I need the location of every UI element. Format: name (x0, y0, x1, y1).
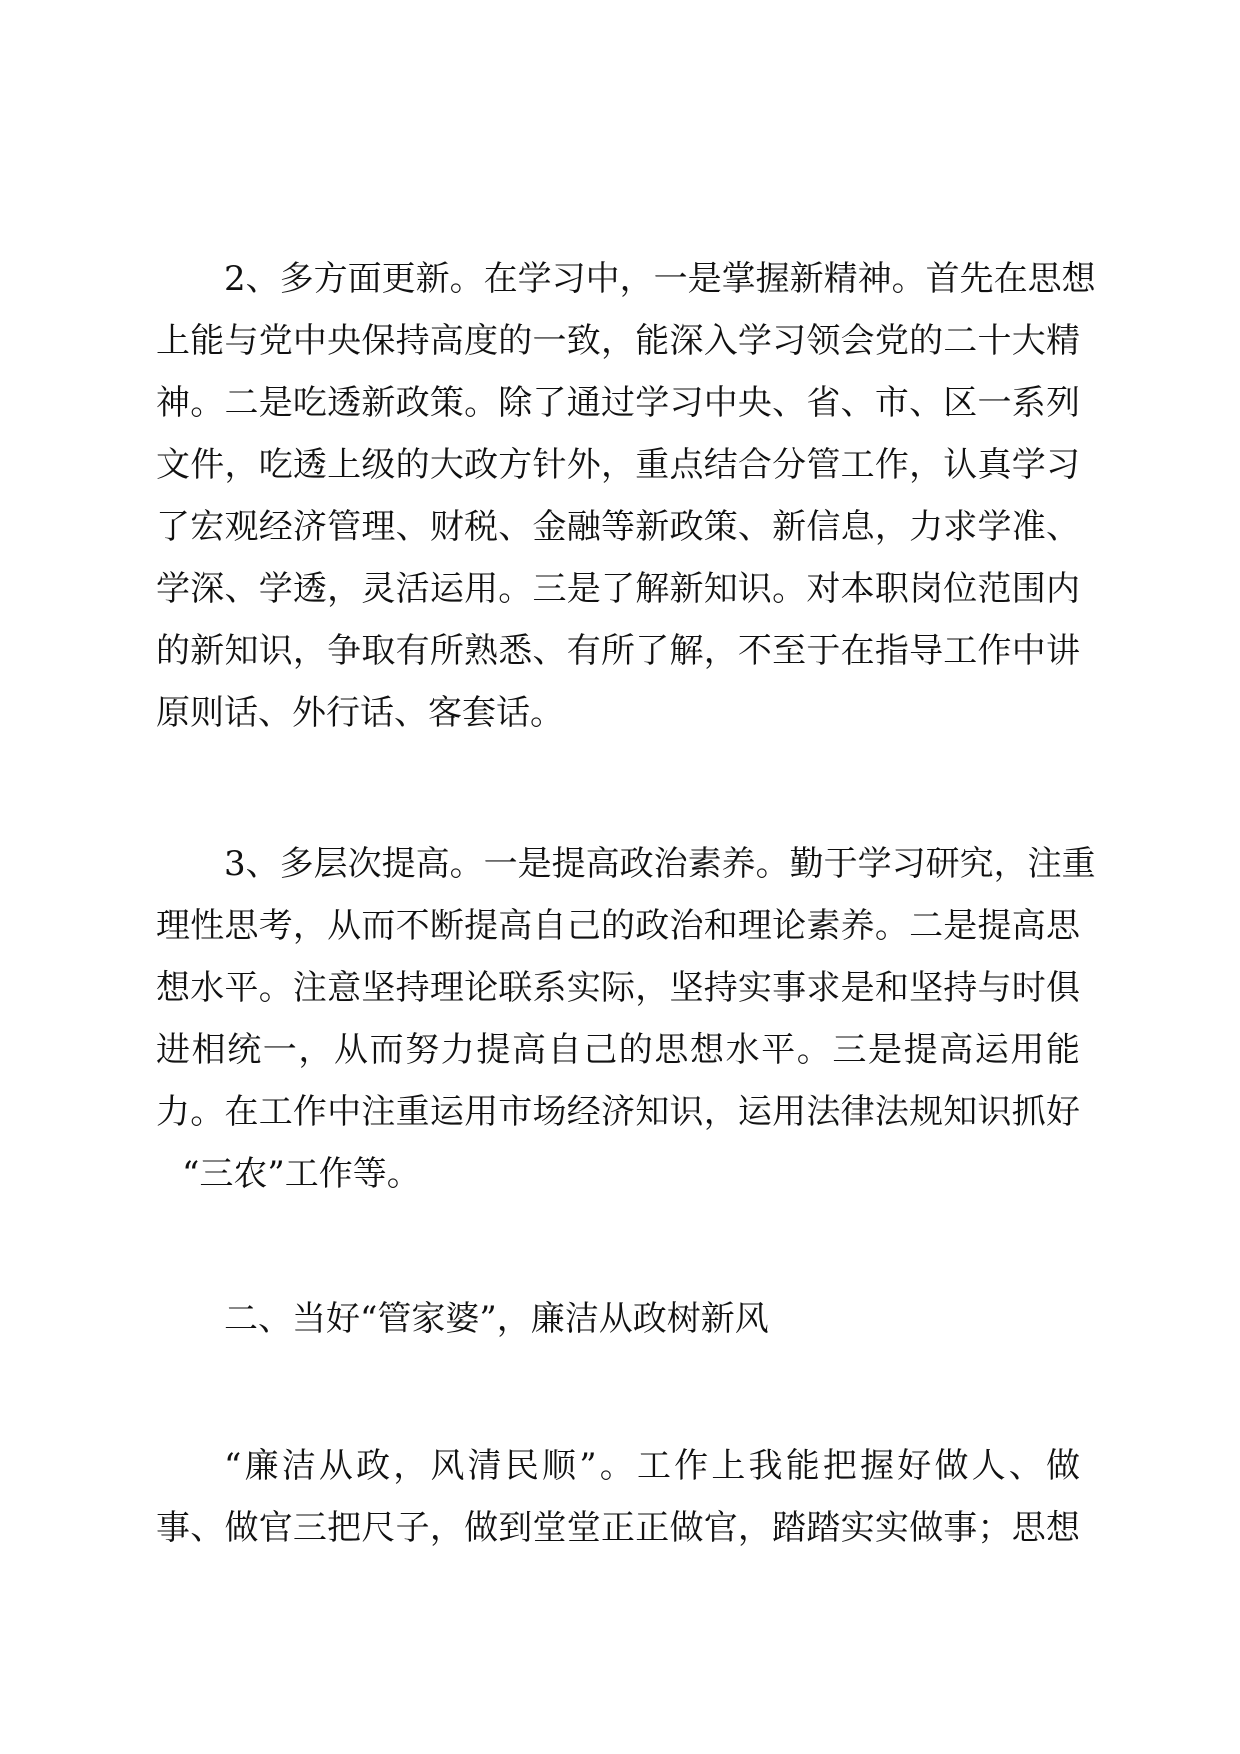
paragraph-line: 上能与党中央保持高度的一致，能深入学习领会党的二十大精 (156, 321, 1080, 361)
paragraph-multi-aspect-update (156, 248, 1096, 744)
paragraph-line: 3、多层次提高。一是提高政治素养。勤于学习研究，注重 (224, 844, 1096, 884)
paragraph-line: 事、做官三把尺子，做到堂堂正正做官，踏踏实实做事；思想 (156, 1508, 1080, 1548)
paragraph-clean-governance (156, 1435, 1080, 1559)
paragraph-line: 了宏观经济管理、财税、金融等新政策、新信息，力求学准、 (156, 507, 1080, 547)
paragraph-line: “三农”工作等。 (182, 1154, 421, 1194)
paragraph-line: 理性思考，从而不断提高自己的政治和理论素养。二是提高思 (156, 906, 1080, 946)
section-heading (156, 1288, 1080, 1350)
paragraph-line: 的新知识，争取有所熟悉、有所了解，不至于在指导工作中讲 (156, 631, 1080, 671)
paragraph-line: 进相统一，从而努力提高自己的思想水平。三是提高运用能 (156, 1030, 1080, 1070)
paragraph-line: 神。二是吃透新政策。除了通过学习中央、省、市、区一系列 (156, 383, 1080, 423)
paragraph-line: 想水平。注意坚持理论联系实际，坚持实事求是和坚持与时俱 (156, 968, 1080, 1008)
paragraph-line: 文件，吃透上级的大政方针外，重点结合分管工作，认真学习 (156, 445, 1080, 485)
paragraph-line: “廉洁从政，风清民顺”。工作上我能把握好做人、做 (224, 1446, 1080, 1486)
paragraph-line: 2、多方面更新。在学习中，一是掌握新精神。首先在思想 (224, 259, 1096, 299)
paragraph-line: 学深、学透，灵活运用。三是了解新知识。对本职岗位范围内 (156, 569, 1080, 609)
paragraph-line: 原则话、外行话、客套话。 (156, 693, 564, 733)
section-heading-text: 二、当好“管家婆”，廉洁从政树新风 (224, 1299, 769, 1339)
paragraph-line: 力。在工作中注重运用市场经济知识，运用法律法规知识抓好 (156, 1092, 1080, 1132)
paragraph-multi-level-improve (156, 833, 1096, 1205)
